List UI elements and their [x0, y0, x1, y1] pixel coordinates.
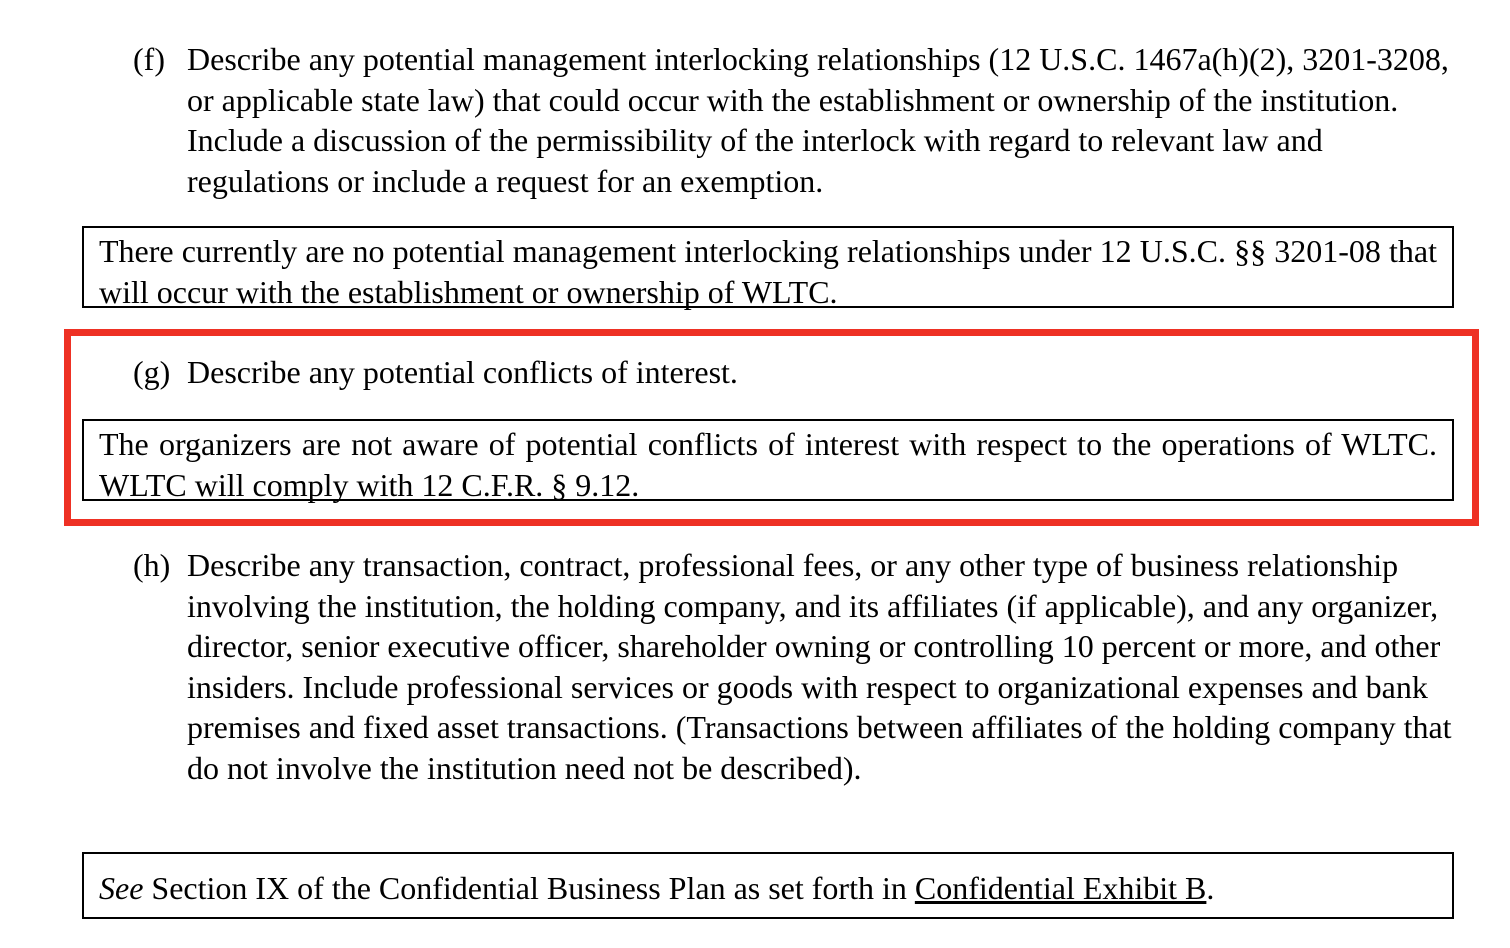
question-f: [133, 39, 1453, 201]
question-text: Describe any potential conflicts of interest.: [187, 354, 738, 390]
question-g: [133, 352, 1453, 393]
question-label: (h): [133, 547, 171, 583]
question-text: Describe any transaction, contract, professional fees, or any other type of business relationship involving the institution, the holding company, and its affiliates (if applicable), and any organizer, director, senior executive officer, shareholder owning or controlling 10 percent or more, and other insiders. Include professional services or goods with respect to organizational expenses and bank premises and fixed asset transactions. (Transactions between affiliates of the holding company that do not involve the institution need not be described).: [187, 547, 1452, 786]
answer-box-g: [82, 419, 1454, 501]
answer-box-h: [82, 852, 1454, 919]
see-text: See: [99, 870, 144, 906]
question-h: [133, 545, 1453, 788]
answer-box-f: [82, 226, 1454, 308]
answer-text: There currently are no potential management interlocking relationships under 12 U.S.C. §§ 3201-08 that will occur with the establishment or ownership of WLTC.: [99, 233, 1437, 310]
question-label: (f): [133, 41, 165, 77]
exhibit-link[interactable]: Confidential Exhibit B: [914, 870, 1207, 906]
answer-text: Section IX of the Confidential Business Plan as set forth in: [143, 870, 915, 906]
answer-end: .: [1206, 870, 1215, 906]
question-label: (g): [133, 354, 171, 390]
question-text: Describe any potential management interlocking relationships (12 U.S.C. 1467a(h)(2), 3201-3208, or applicable state law) that could occur with the establishment or ownership of the institution. Include a discussion of the permissibility of the interlock with regard to relevant law and regulations or include a request for an exemption.: [187, 41, 1449, 199]
answer-text: The organizers are not aware of potential conflicts of interest with respect to the operations of WLTC. WLTC will comply with 12 C.F.R. § 9.12.: [99, 426, 1437, 503]
